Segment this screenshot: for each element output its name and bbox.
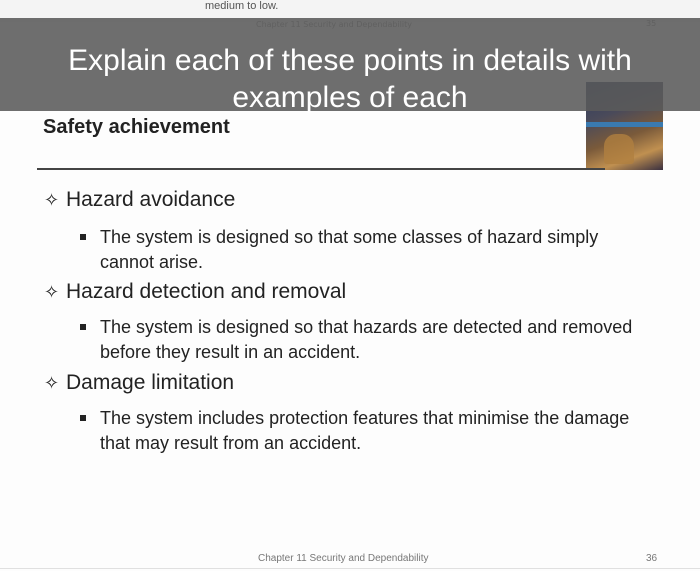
slide-title: Safety achievement (43, 116, 230, 138)
book-cover-band (586, 122, 663, 127)
square-bullet-icon (80, 415, 86, 421)
question-overlay (0, 18, 700, 114)
point-heading: Hazard detection and removal (66, 280, 347, 303)
bullet-damage-limitation (80, 406, 640, 456)
square-bullet-icon (80, 324, 86, 330)
four-point-star-icon: ✧ (44, 190, 60, 210)
point-heading: Damage limitation (66, 371, 235, 394)
four-point-star-icon: ✧ (44, 282, 60, 302)
bullet-text: The system is designed so that some classes of hazard simply cannot arise. (100, 227, 599, 272)
bullet-text: The system is designed so that hazards are detected and removed before they result in an accident. (100, 317, 633, 362)
title-divider (37, 168, 605, 170)
book-cover-figure (604, 134, 634, 164)
slide-footer: Chapter 11 Security and Dependability (258, 553, 429, 564)
bottom-divider (0, 568, 700, 569)
point-hazard-avoidance (44, 188, 235, 212)
square-bullet-icon (80, 234, 86, 240)
bullet-hazard-detection (80, 315, 640, 365)
point-damage-limitation (44, 371, 234, 395)
point-hazard-detection (44, 280, 346, 304)
four-point-star-icon: ✧ (44, 373, 60, 393)
previous-slide-text: medium to low. (205, 0, 279, 12)
bullet-text: The system includes protection features that minimise the damage that may result from an accident. (100, 408, 630, 453)
bullet-hazard-avoidance (80, 225, 640, 275)
point-heading: Hazard avoidance (66, 188, 236, 211)
question-text: Explain each of these points in details with examples of each (68, 44, 632, 114)
slide-page-number: 36 (646, 553, 658, 564)
